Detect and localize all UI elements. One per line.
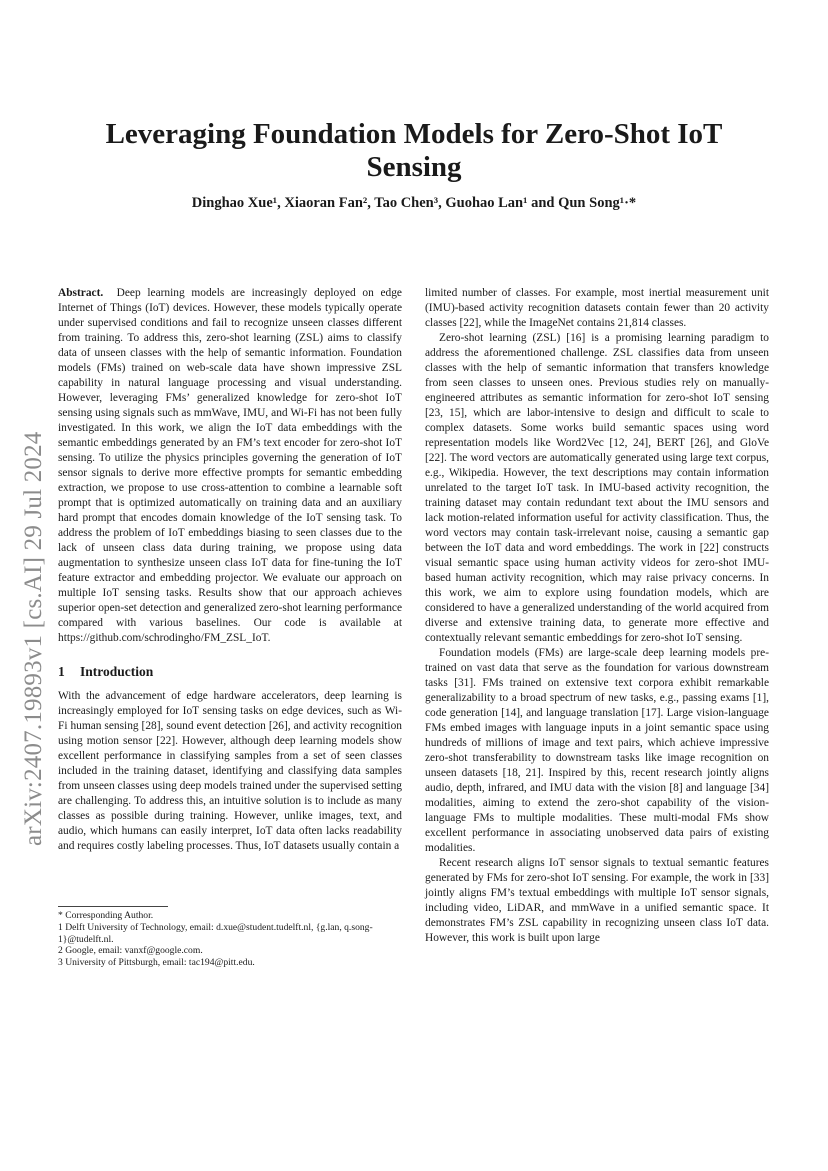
footnote-rule <box>58 906 168 907</box>
paper-title: Leveraging Foundation Models for Zero-Shot IoT Sensing <box>105 118 723 183</box>
footnote-corresponding: * Corresponding Author. <box>58 910 154 921</box>
body-paragraph: Foundation models (FMs) are large-scale deep learning models pre-trained on vast data that serve as the foundation for various downstream tasks [31]. FMs trained on extensive text corpora exhibit remarkable generalizability to a broad spectrum of new tasks, e.g., passing exams [1], code generation [14], and language translation [17]. Large vision-language FMs embed images with language inputs in a joint semantic space using hundreds of millions of image and text pairs, which achieve impressive zero-shot transferability to downstream tasks like image recognition on unseen datasets [18, 21]. Inspired by this, recent research jointly aligns audio, depth, infrared, and IMU data with the vision [8] and language [34] modalities, aiming to extend the zero-shot capability of the vision-language FMs to multiple modalities. These multi-modal FMs show excellent performance in associating unobserved data pairs of existing modalities. <box>425 647 769 854</box>
right-column <box>425 286 769 946</box>
body-paragraph: Recent research aligns IoT sensor signals to textual semantic features generated by FMs for zero-shot IoT sensing. For example, the work in [33] jointly aligns FM’s textual embeddings with multiple IoT sensor signals, including video, LiDAR, and mmWave in a unified semantic space. It demonstrates FM’s ZSL capability in recognizing unseen class IoT data. However, this work is built upon large <box>425 857 769 944</box>
section-number: 1 <box>58 664 65 679</box>
section-title: Introduction <box>80 664 154 679</box>
footnotes <box>58 906 402 969</box>
footnote-affiliation-3: 3 University of Pittsburgh, email: tac194@pitt.edu. <box>58 957 255 969</box>
footnote-affiliation-1: 1 Delft University of Technology, email: d.xue@student.tudelft.nl, {g.lan, q.song-1}@tudelft.nl. <box>58 921 373 945</box>
section-heading <box>58 664 402 679</box>
author-list: Dinghao Xue¹, Xiaoran Fan², Tao Chen³, Guohao Lan¹ and Qun Song¹·* <box>191 195 637 211</box>
abstract-label: Abstract. <box>58 287 104 299</box>
body-paragraph: limited number of classes. For example, most inertial measurement unit (IMU)-based activity recognition datasets contain fewer than 20 activity classes [22], while the ImageNet contains 21,814 classes. <box>425 287 769 329</box>
abstract <box>58 286 402 646</box>
abstract-text: Deep learning models are increasingly deployed on edge Internet of Things (IoT) devices. However, these models typically operate under supervised conditions and fail to recognize unseen classes different from training. To address this, zero-shot learning (ZSL) aims to classify data of unseen classes with the help of semantic information. Foundation models (FMs) trained on web-scale data have shown impressive ZSL capability in natural language processing and visual understanding. However, leveraging FMs’ generalized knowledge for zero-shot IoT sensing using signals such as mmWave, IMU, and Wi-Fi has not been fully investigated. In this work, we align the IoT data embeddings with the semantic embeddings generated by an FM’s text encoder for zero-shot IoT sensing. To utilize the physics principles governing the generation of IoT sensor signals to derive more effective prompts for semantic embedding extraction, we propose to use cross-attention to combine a learnable soft prompt that is optimized automatically on training data and an auxiliary hard prompt that encodes domain knowledge of the IoT sensing task. To address the problem of IoT embeddings biasing to seen classes due to the lack of unseen class data during training, we propose using data augmentation to synthesize unseen class IoT data for fine-tuning the IoT feature extractor and embedding projector. We evaluate our approach on multiple IoT sensing tasks. Results show that our approach achieves superior open-set detection and generalized zero-shot learning performance compared with various baselines. Our code is available at https://github.com/schrodingho/FM_ZSL_IoT. <box>58 287 402 644</box>
footnote-affiliation-2: 2 Google, email: vanxf@google.com. <box>58 945 203 957</box>
body-paragraph: Zero-shot learning (ZSL) [16] is a promising learning paradigm to address the aforementioned challenge. ZSL classifies data from unseen classes with the help of semantic information that transfers knowledge from seen classes to unseen ones. Previous studies rely on manually-engineered attributes as semantic information for zero-shot IoT sensing [23, 15], which are labor-intensive to design and difficult to scale to complex datasets. Some works build semantic spaces using word representation models like Word2Vec [12, 24], BERT [26], and GloVe [22]. The word vectors are automatically generated using large text corpus, e.g., Wikipedia. However, the text descriptions may contain information unrelated to the target IoT task. In IMU-based activity recognition, the training dataset may contain redundant text about the IMU sensors and lack motion-related information useful for activity classification. Thus, the word vectors may contain task-irrelevant noise, causing a semantic gap between the IoT data and word embeddings. The work in [22] constructs visual semantic space using human activity videos for zero-shot IMU-based human activity recognition, which may raise privacy concerns. In this work, we aim to explore using foundation models, which are considered to have a generalized understanding of the world acquired from diverse and extensive training data, to generate more effective and contextually relevant semantic embeddings for zero-shot IoT sensing. <box>425 332 769 644</box>
left-column <box>58 286 402 854</box>
arxiv-identifier: arXiv:2407.19893v1 [cs.AI] 29 Jul 2024 <box>20 431 47 846</box>
intro-paragraph: With the advancement of edge hardware accelerators, deep learning is increasingly employed for IoT sensing tasks on edge devices, such as Wi-Fi human sensing [28], sound event detection [26], and activity recognition using motion sensor [22]. However, although deep learning models show excellent performance in classifying samples from a set of seen classes included in the training dataset, identifying and classifying data samples from unseen classes using deep models trained under the supervised setting are challenging. To address this, an intuitive solution is to include as many classes as possible during training. However, unlike images, text, and audio, which humans can easily interpret, IoT data often lacks readability and requires costly labeling processes. Thus, IoT datasets usually contain a <box>58 690 402 852</box>
